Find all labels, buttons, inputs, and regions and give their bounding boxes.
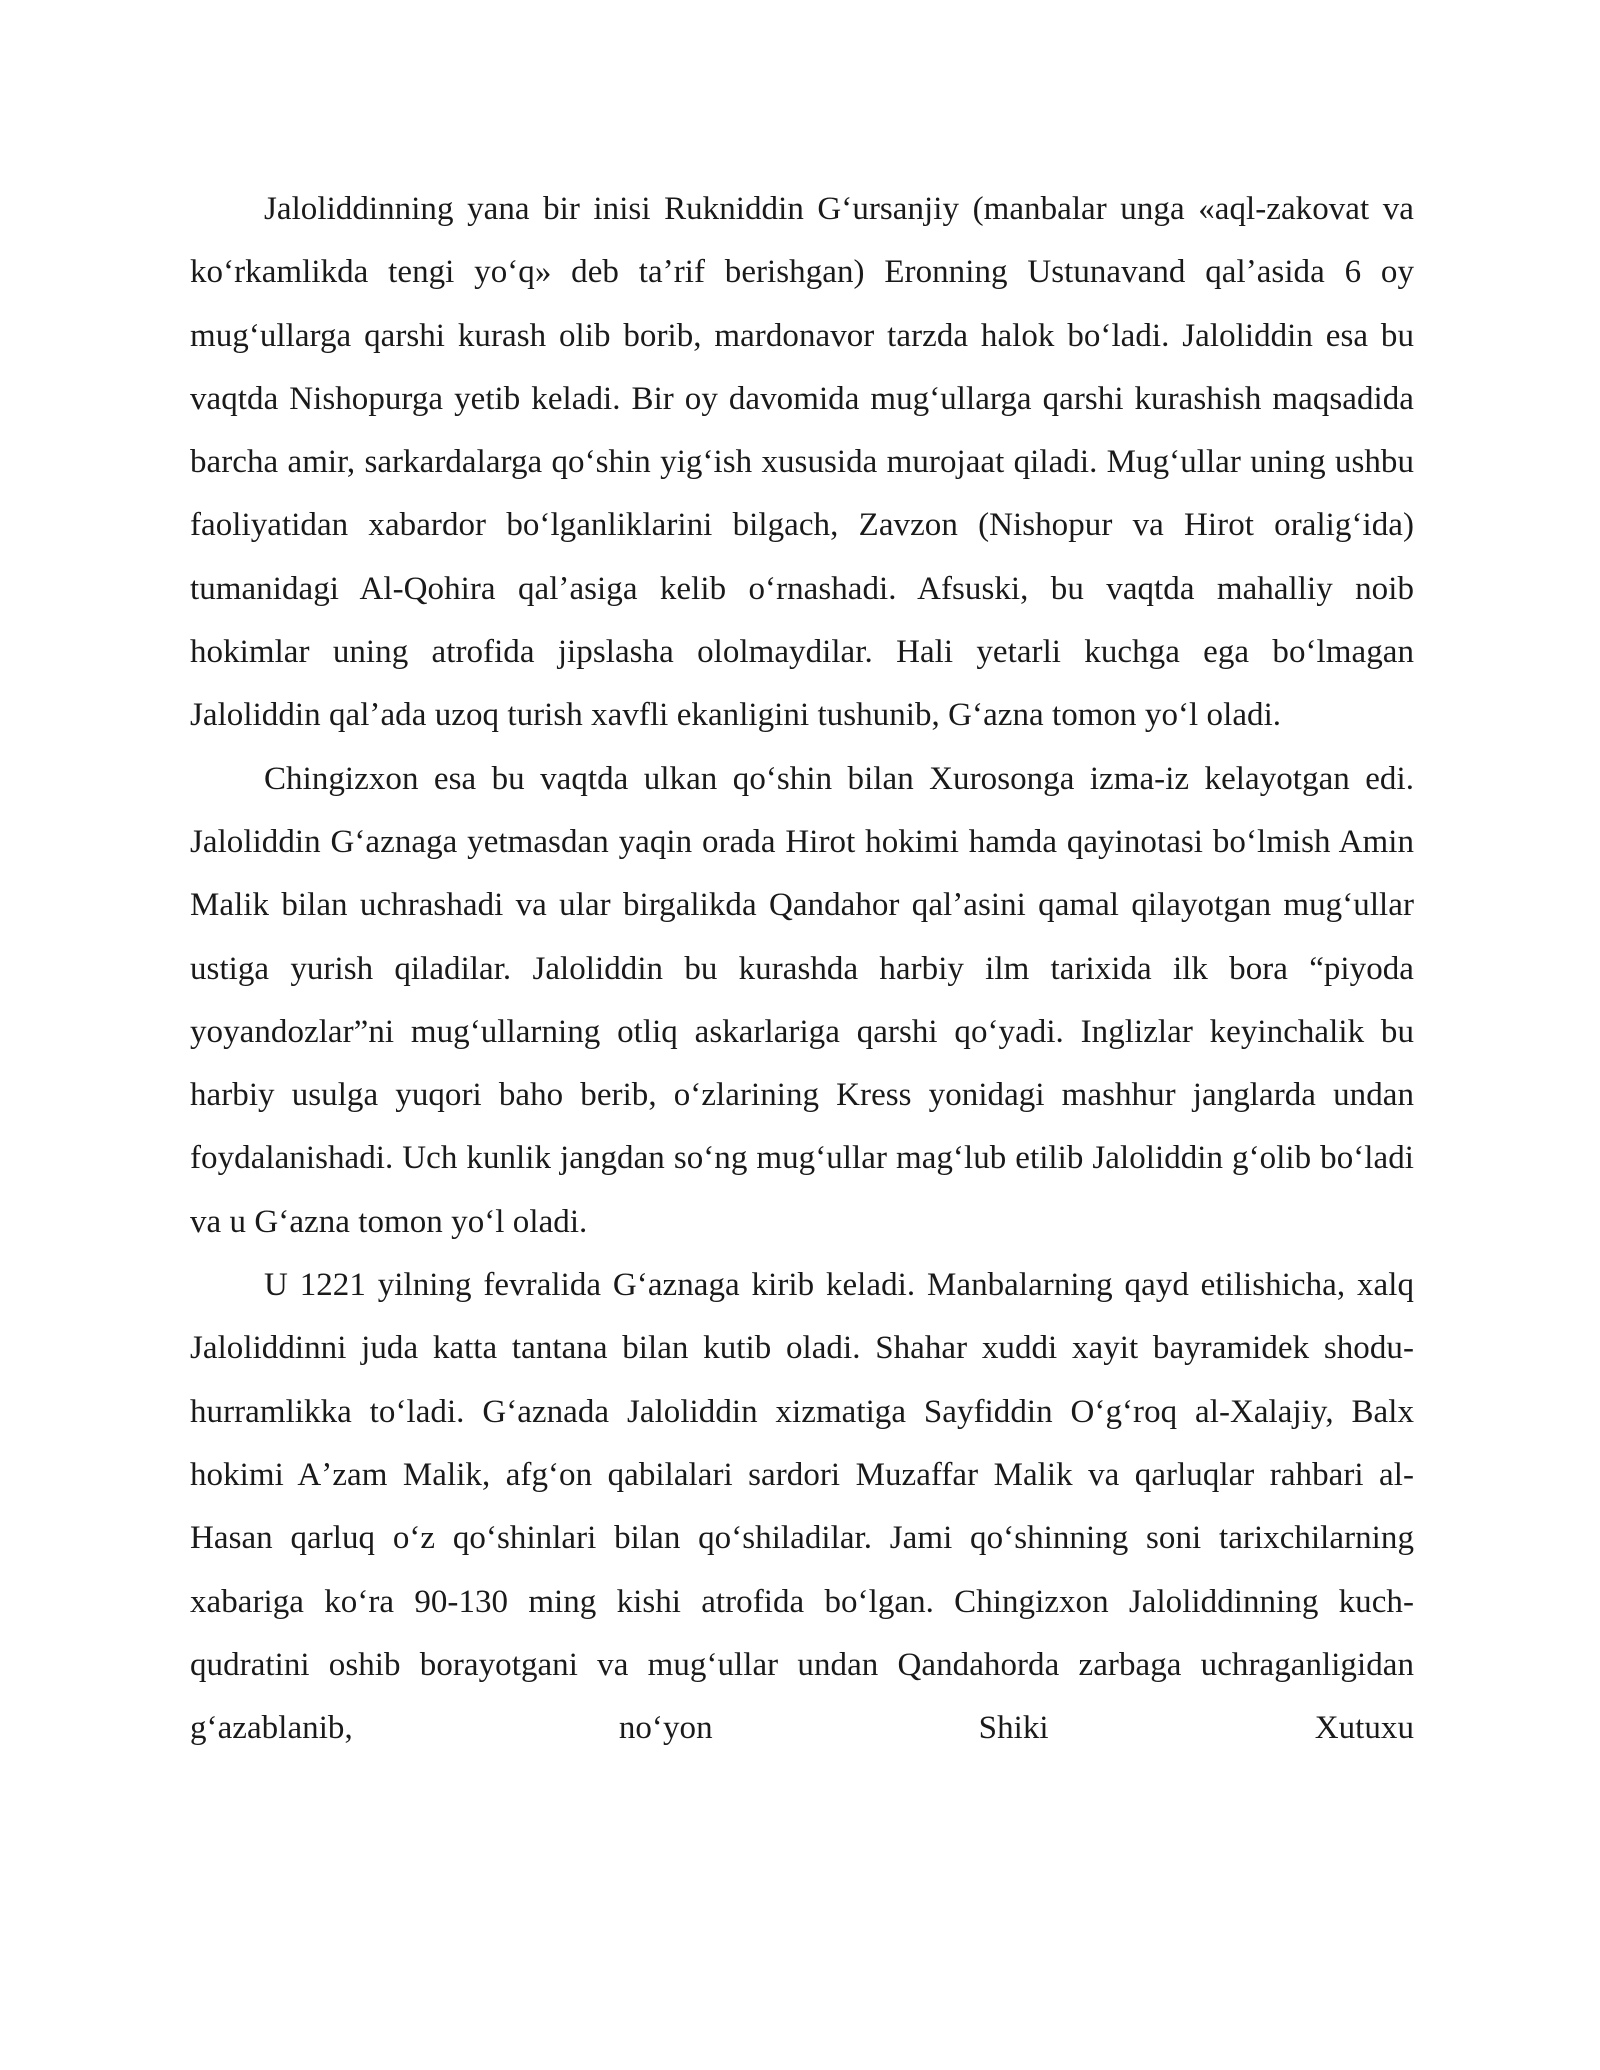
paragraph-2: Chingizxon esa bu vaqtda ulkan qoʻshin bilan Xurosonga izma-iz kelayotgan edi. Jaloliddin Gʻaznaga yetmasdan yaqin orada Hirot hokimi hamda qayinotasi boʻlmish Amin Malik bilan uchrashadi va ular birgalikda Qandahor qalʼasini qamal qilayotgan mugʻullar ustiga yurish qiladilar. Jaloliddin bu kurashda harbiy ilm tarixida ilk bora “piyoda yoyandozlar”ni mugʻullarning otliq askarlariga qarshi qoʻyadi. Inglizlar keyinchalik bu harbiy usulga yuqori baho berib, oʻzlarining Kress yonidagi mashhur janglarda undan foydalanishadi. Uch kunlik jangdan soʻng mugʻullar magʻlub etilib Jaloliddin gʻolib boʻladi va u Gʻazna tomon yoʻl oladi.	[190, 760, 1414, 1240]
paragraph-3: U 1221 yilning fevralida Gʻaznaga kirib keladi. Manbalarning qayd etilishicha, xalq Jaloliddinni juda katta tantana bilan kutib oladi. Shahar xuddi xayit bayramidek shodu-hurramlikka toʻladi. Gʻaznada Jaloliddin xizmatiga Sayfiddin Oʻgʻroq al-Xalajiy, Balx hokimi Aʼzam Malik, afgʻon qabilalari sardori Muzaffar Malik va qarluqlar rahbari al-Hasan qarluq oʻz qoʻshinlari bilan qoʻshiladilar. Jami qoʻshinning soni tarixchilarning xabariga koʻra 90-130 ming kishi atrofida boʻlgan. Chingizxon Jaloliddinning kuch-qudratini oshib borayotgani va mugʻullar undan Qandahorda zarbaga uchraganligidan gʻazablanib, noʻyon Shiki Xutuxu	[190, 1267, 1414, 1747]
paragraph-1: Jaloliddinning yana bir inisi Rukniddin Gʻursanjiy (manbalar unga «aql-zakovat va koʻrkamlikda tengi yoʻq» deb taʼrif berishgan) Eronning Ustunavand qalʼasida 6 oy mugʻullarga qarshi kurash olib borib, mardonavor tarzda halok boʻladi. Jaloliddin esa bu vaqtda Nishopurga yetib keladi. Bir oy davomida mugʻullarga qarshi kurashish maqsadida barcha amir, sarkardalarga qoʻshin yigʻish xususida murojaat qiladi. Mugʻullar uning ushbu faoliyatidan xabardor boʻlganliklarini bilgach, Zavzon (Nishopur va Hirot oraligʻida) tumanidagi Al-Qohira qalʼasiga kelib oʻrnashadi. Afsuski, bu vaqtda mahalliy noib hokimlar uning atrofida jipslasha ololmaydilar. Hali yetarli kuchga ega boʻlmagan Jaloliddin qalʼada uzoq turish xavfli ekanligini tushunib, Gʻazna tomon yoʻl oladi.	[190, 191, 1414, 734]
document-body	[190, 178, 1414, 1760]
